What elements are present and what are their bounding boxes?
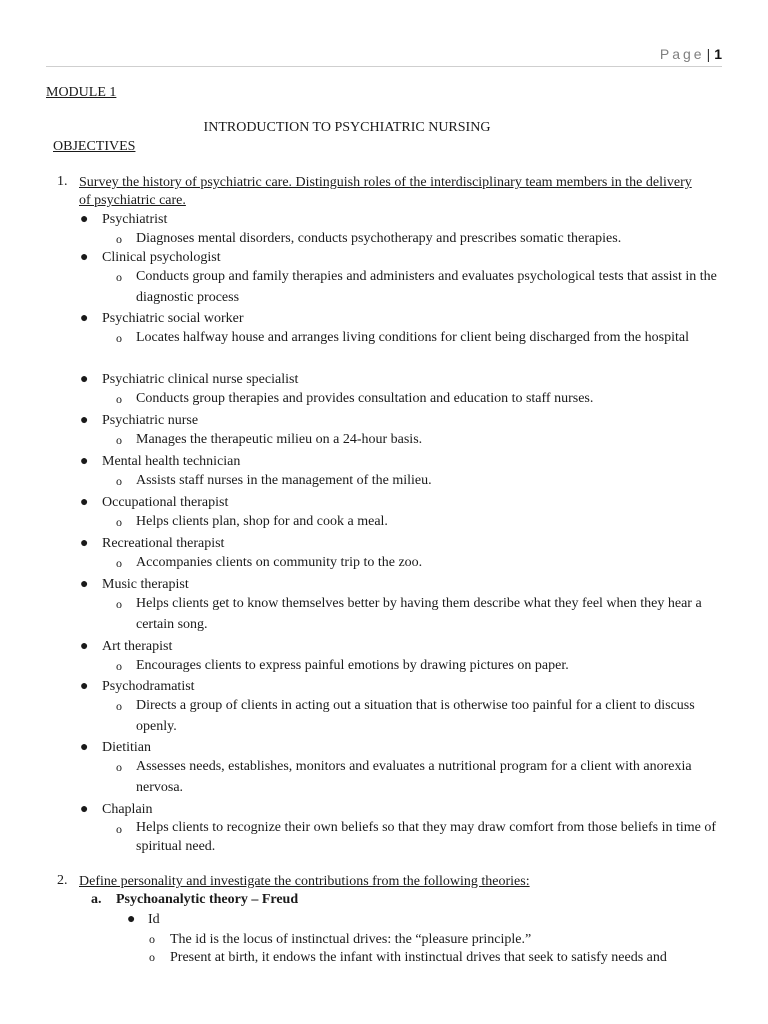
- circle-bullet-icon: o: [116, 232, 122, 246]
- role-name: Chaplain: [102, 802, 153, 817]
- bullet-icon: ●: [80, 454, 89, 469]
- theory-label: a.: [91, 892, 102, 907]
- theory-title: Psychoanalytic theory – Freud: [116, 892, 299, 907]
- role-description: Assists staff nurses in the management of the milieu.: [136, 473, 432, 488]
- role-name: Art therapist: [102, 639, 173, 654]
- role-name: Psychiatric clinical nurse specialist: [102, 372, 299, 387]
- bullet-icon: ●: [80, 802, 89, 817]
- circle-bullet-icon: o: [149, 932, 155, 946]
- bullet-icon: ●: [127, 912, 136, 927]
- role-name: Music therapist: [102, 577, 189, 592]
- bullet-icon: ●: [80, 413, 89, 428]
- role-name: Psychiatrist: [102, 212, 168, 227]
- role-name: Dietitian: [102, 740, 151, 755]
- role-name: Psychiatric social worker: [102, 311, 244, 326]
- document-title: INTRODUCTION TO PSYCHIATRIC NURSING: [203, 120, 491, 135]
- role-description: Accompanies clients on community trip to the zoo.: [136, 555, 423, 570]
- objective-text: Survey the history of psychiatric care. Distinguish roles of the interdisciplinary team members in the delivery of psychiatric care.: [79, 175, 692, 208]
- circle-bullet-icon: o: [116, 597, 122, 611]
- circle-bullet-icon: o: [116, 433, 122, 447]
- objective-number: 2.: [57, 873, 68, 888]
- role-name: Psychiatric nurse: [102, 413, 199, 428]
- circle-bullet-icon: o: [116, 515, 122, 529]
- concept-point: Present at birth, it endows the infant with instinctual drives that seek to satisfy needs and: [170, 950, 667, 965]
- role-description: Helps clients to recognize their own beliefs so that they may draw comfort from those beliefs in time of spiritual need.: [136, 820, 717, 854]
- bullet-icon: ●: [80, 311, 89, 326]
- page-label: Page: [659, 46, 705, 62]
- bullet-icon: ●: [80, 639, 89, 654]
- role-name: Occupational therapist: [102, 495, 229, 510]
- role-description: Directs a group of clients in acting out a situation that is otherwise too painful for a client to discuss openly.: [136, 698, 695, 734]
- objectives-heading: OBJECTIVES: [53, 139, 136, 154]
- circle-bullet-icon: o: [116, 474, 122, 488]
- circle-bullet-icon: o: [116, 556, 122, 570]
- concept-point: The id is the locus of instinctual drives: the “pleasure principle.”: [170, 932, 532, 947]
- bullet-icon: ●: [80, 495, 89, 510]
- role-description: Helps clients get to know themselves better by having them describe what they feel when they hear a certain song.: [136, 596, 702, 632]
- objective-number: 1.: [57, 174, 68, 189]
- role-description: Assesses needs, establishes, monitors and evaluates a nutritional program for a client with anorexia nervosa.: [136, 759, 692, 795]
- bullet-icon: ●: [80, 740, 89, 755]
- bullet-icon: ●: [80, 679, 89, 694]
- bullet-icon: ●: [80, 250, 89, 265]
- concept-name: Id: [148, 912, 160, 927]
- page-header: [46, 46, 722, 67]
- role-description: Conducts group therapies and provides consultation and education to staff nurses.: [136, 391, 594, 406]
- circle-bullet-icon: o: [116, 659, 122, 673]
- role-description: Helps clients plan, shop for and cook a meal.: [136, 514, 388, 529]
- circle-bullet-icon: o: [116, 392, 122, 406]
- circle-bullet-icon: o: [116, 270, 122, 284]
- circle-bullet-icon: o: [116, 699, 122, 713]
- role-name: Psychodramatist: [102, 679, 195, 694]
- circle-bullet-icon: o: [149, 950, 155, 964]
- role-description: Manages the therapeutic milieu on a 24-hour basis.: [136, 432, 423, 447]
- role-description: Diagnoses mental disorders, conducts psychotherapy and prescribes somatic therapies.: [136, 231, 622, 246]
- role-description: Locates halfway house and arranges living conditions for client being discharged from the hospital: [136, 330, 689, 345]
- bullet-icon: ●: [80, 536, 89, 551]
- role-name: Recreational therapist: [102, 536, 225, 551]
- role-description: Encourages clients to express painful emotions by drawing pictures on paper.: [136, 658, 569, 673]
- module-label: MODULE 1: [46, 85, 117, 100]
- role-name: Clinical psychologist: [102, 250, 221, 265]
- page-number: [660, 46, 722, 62]
- bullet-icon: ●: [80, 372, 89, 387]
- bullet-icon: ●: [80, 577, 89, 592]
- page-number-value: 1: [714, 46, 722, 62]
- page-separator: |: [706, 46, 711, 62]
- objective-text: Define personality and investigate the contributions from the following theories:: [79, 874, 530, 889]
- role-description: Conducts group and family therapies and administers and evaluates psychological tests that assist in the diagnostic process: [136, 269, 717, 305]
- role-name: Mental health technician: [102, 454, 241, 469]
- circle-bullet-icon: o: [116, 331, 122, 345]
- bullet-icon: ●: [80, 212, 89, 227]
- circle-bullet-icon: o: [116, 760, 122, 774]
- circle-bullet-icon: o: [116, 822, 122, 836]
